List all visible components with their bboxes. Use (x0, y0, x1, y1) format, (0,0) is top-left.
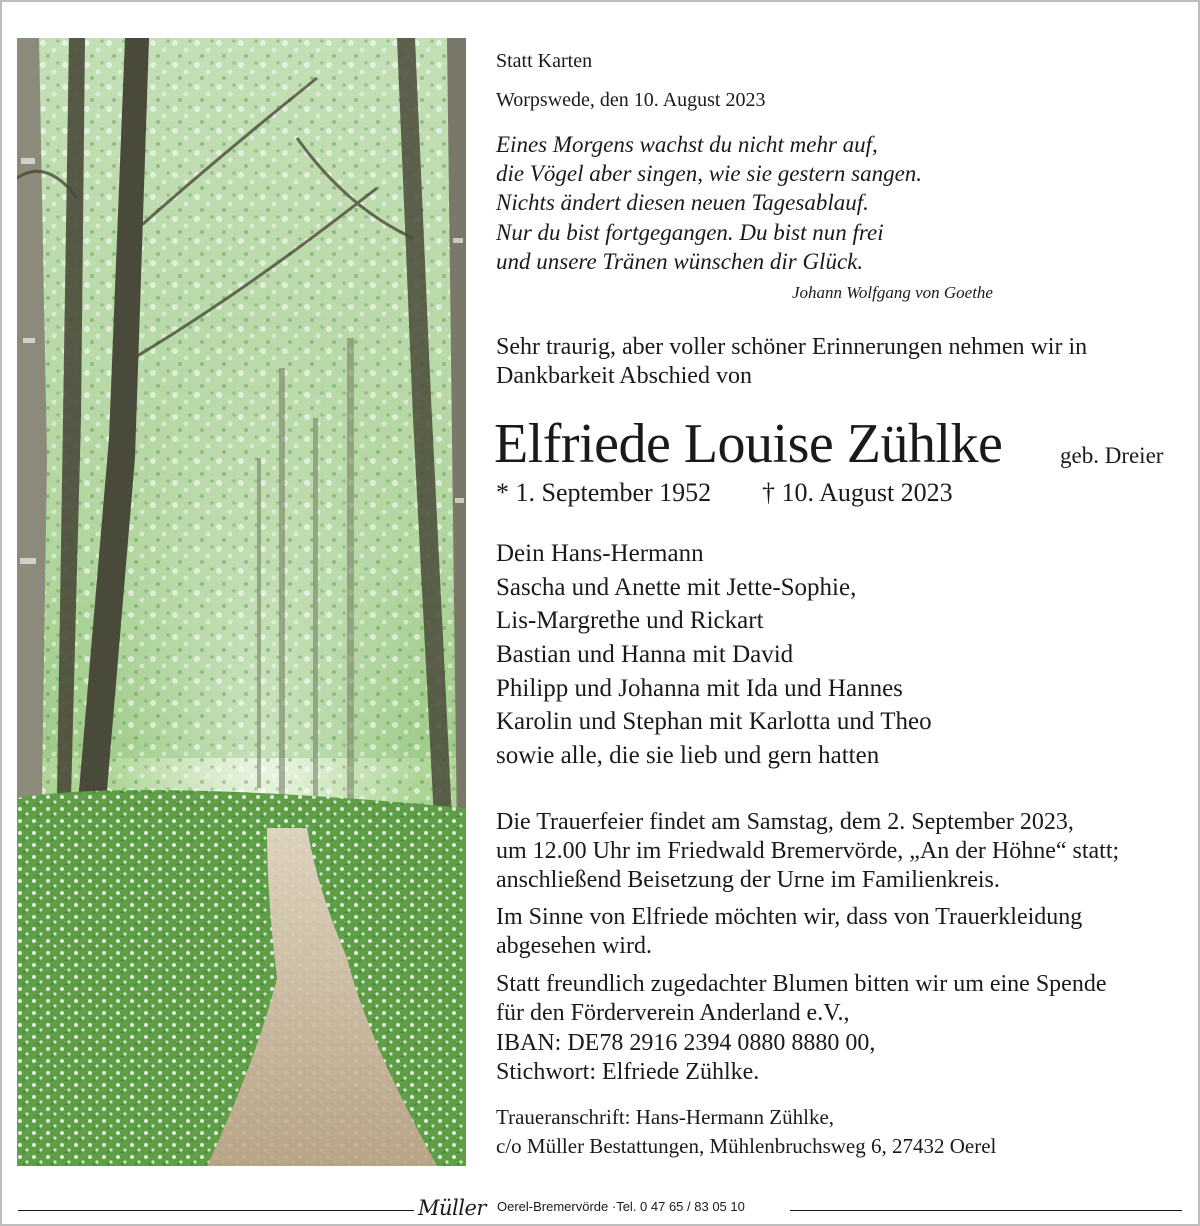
ceremony-line: anschließend Beisetzung der Urne im Familienkreis. (496, 867, 1000, 893)
family-line: Philipp und Johanna mit Ida und Hannes (496, 675, 903, 702)
footer-contact: Oerel-Bremervörde ·Tel. 0 47 65 / 83 05 10 (497, 1199, 745, 1214)
intro-line: Sehr traurig, aber voller schöner Erinnerungen nehmen wir in (496, 334, 1088, 360)
family-line: Bastian und Hanna mit David (496, 641, 794, 668)
family-line: Dein Hans-Hermann (496, 540, 704, 567)
statt-karten: Statt Karten (496, 50, 593, 72)
donation-line: für den Förderverein Anderland e.V., (496, 1000, 850, 1026)
family-line: Sascha und Anette mit Jette-Sophie, (496, 574, 857, 601)
family-line: sowie alle, die sie lieb und gern hatten (496, 742, 880, 769)
ceremony-line: um 12.00 Uhr im Friedwald Bremervörde, „An der Höhne“ statt; (496, 838, 1120, 864)
ceremony-line: Die Trauerfeier findet am Samstag, dem 2. September 2023, (496, 809, 1074, 835)
birth-name: geb. Dreier (1060, 443, 1164, 468)
poem-line: Eines Morgens wachst du nicht mehr auf, (496, 132, 878, 157)
poem-line: die Vögel aber singen, wie sie gestern sangen. (496, 161, 923, 186)
forest-path-photo (17, 38, 466, 1166)
family-line: Lis-Margrethe und Rickart (496, 607, 764, 634)
footer-rule-right (790, 1210, 1182, 1211)
intro-line: Dankbarkeit Abschied von (496, 363, 752, 389)
donation-line: Stichwort: Elfriede Zühlke. (496, 1059, 760, 1085)
poem-author: Johann Wolfgang von Goethe (792, 283, 993, 302)
place-date: Worpswede, den 10. August 2023 (496, 89, 766, 111)
address-line: Traueranschrift: Hans-Hermann Zühlke, (496, 1105, 835, 1129)
donation-line: Statt freundlich zugedachter Blumen bitten wir um eine Spende (496, 971, 1107, 997)
poem-line: Nur du bist fortgegangen. Du bist nun frei (496, 220, 884, 245)
clothing-line: Im Sinne von Elfriede möchten wir, dass von Trauerkleidung (496, 904, 1083, 930)
mueller-logo: Müller (418, 1196, 486, 1220)
donation-line: IBAN: DE78 2916 2394 0880 8880 00, (496, 1030, 876, 1056)
death-date: † 10. August 2023 (762, 478, 953, 507)
birth-date: * 1. September 1952 (496, 478, 712, 507)
address-line: c/o Müller Bestattungen, Mühlenbruchsweg 6, 27432 Oerel (496, 1134, 997, 1158)
poem-line: und unsere Tränen wünschen dir Glück. (496, 249, 864, 274)
poem-line: Nichts ändert diesen neuen Tagesablauf. (496, 190, 869, 215)
family-line: Karolin und Stephan mit Karlotta und Theo (496, 708, 932, 735)
footer (0, 1196, 1200, 1226)
deceased-name: Elfriede Louise Zühlke (494, 413, 1003, 475)
footer-rule-left (18, 1210, 414, 1211)
clothing-line: abgesehen wird. (496, 933, 652, 959)
